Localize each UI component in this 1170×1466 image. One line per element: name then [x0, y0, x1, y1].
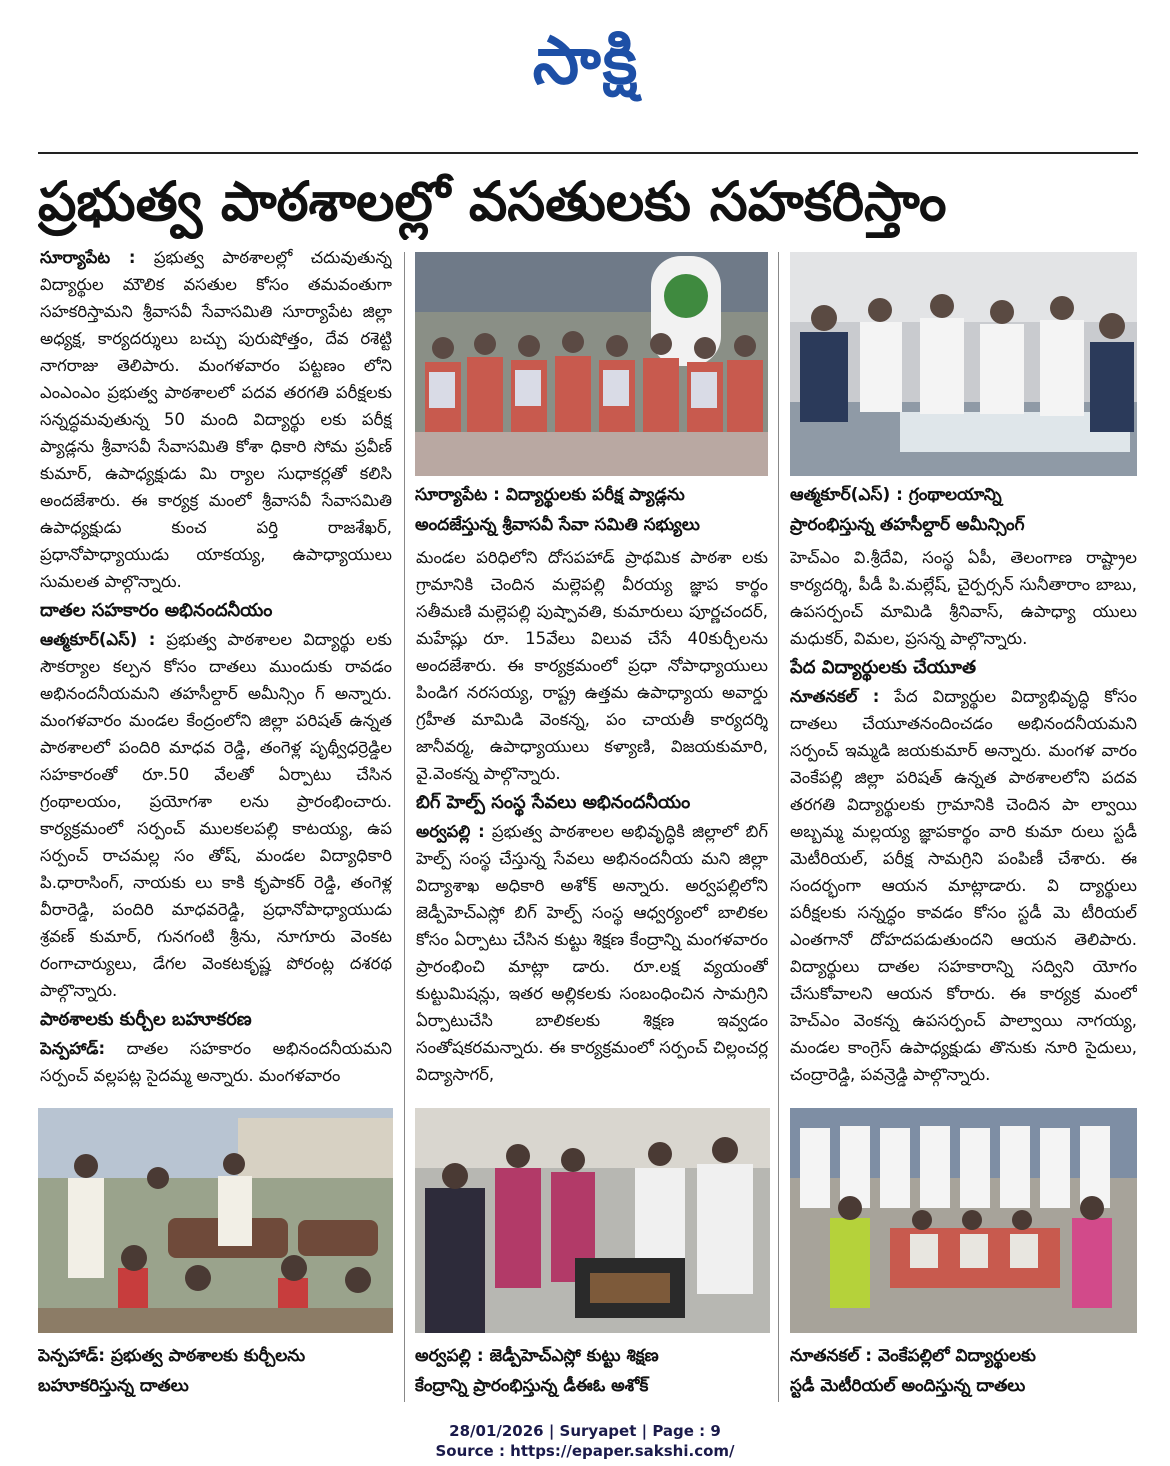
caption-line: అర్వపల్లి : జెడ్పీహెచ్ఎస్లో కుట్టు శిక్షణ — [415, 1346, 659, 1366]
dateline: ఆత్మకూర్(ఎస్) : — [40, 630, 156, 649]
dateline: పెన్పహాడ్: — [40, 1039, 106, 1058]
article-paragraph: హెచ్ఎం వి.శ్రీదేవి, సంస్థ ఏపీ, తెలంగాణ రాష్ట్రాల కార్యదర్శి, పీడీ పి.మల్లేష్, చైర్పర్సన్ సునీతారాం బాబు, ఉపసర్పంచ్ మామిడి శ్రీనివాస్, ఉపాధ్యా యులు మధుకర్, విమల, ప్రసన్న పాల్గొన్నారు. — [790, 548, 1137, 648]
page-headline: ప్రభుత్వ పాఠశాలల్లో వసతులకు సహకరిస్తాం — [38, 170, 947, 233]
footer-date-page: 28/01/2026 | Suryapet | Page : 9 — [449, 1422, 721, 1440]
photo-chairs-donation — [38, 1108, 393, 1333]
paragraph-text: ప్రభుత్వ పాఠశాలల అభివృద్ధికి జిల్లాలో బిగ్ హెల్ప్ సంస్థ చేస్తున్న సేవలు అభినందనీయ మని జిల్లా విద్యాశాఖ అధికారి అశోక్ అన్నారు. అర్వపల్లిలోని జెడ్పీహెచ్ఎస్లో బిగ్ హెల్ప్ సంస్థ ఆధ్వర్యంలో బాలికల కోసం ఏర్పాటు చేసిన కుట్టు శిక్షణ కేంద్రాన్ని మంగళవారం ప్రారంభించి మాట్లా డారు. రూ.లక్ష వ్యయంతో కుట్టుమిషన్లు, ఇతర అల్లికలకు సంబంధించిన సామగ్రిని ఏర్పాటుచేసి బాలికలకు శిక్షణ ఇవ్వడం సంతోషకరమన్నారు. ఈ కార్యక్రమంలో సర్పంచ్ చిల్లంచర్ల విద్యాసాగర్, — [416, 822, 768, 1084]
photo-caption-2 — [790, 480, 1140, 540]
article-paragraph — [40, 244, 392, 595]
subheading: దాతల సహకారం అభినందనీయం — [40, 600, 273, 621]
logo-text: సాక్షి — [532, 22, 640, 99]
caption-line: పెన్పహాడ్: ప్రభుత్వ పాఠశాలకు కుర్చీలను — [38, 1346, 306, 1366]
paragraph-text: ప్రభుత్వ పాఠశాలల విద్యార్థు లకు సౌకర్యాల కల్పన కోసం దాతలు ముందుకు రావడం అభినందనీయమని తహసీల్దార్ అమీన్సిం గ్ అన్నారు. మంగళవారం మండల కేంద్రంలోని జిల్లా పరిషత్ ఉన్నత పాఠశాలలో పందిరి మాధవ రెడ్డి, తంగెళ్ల పృథ్వీధర్రెడ్డిల సహకారంతో రూ.50 వేలతో ఏర్పాటు చేసిన గ్రంథాలయం, ప్రయోగశా లను ప్రారంభించారు. కార్యక్రమంలో సర్పంచ్ ములకలపల్లి కాటయ్య, ఉప సర్పంచ్ రాచమల్ల సం తోష్, మండల విద్యాధికారి పి.ధారాసింగ్, నాయకు లు కాకి కృపాకర్ రెడ్డి, తంగెళ్ల వీరారెడ్డి, పందిరి మాధవరెడ్డి, ప్రధానోపాధ్యాయుడు శ్రవణ్ కుమార్, గునగంటి శ్రీను, నూగూరు వెంకట రంగాచార్యులు, డేగల వెంకటకృష్ణ పోరంట్ల దశరథ పాల్గొన్నారు. — [40, 630, 392, 1000]
dateline: సూర్యాపేట : — [40, 248, 136, 267]
article-paragraph: మండల పరిధిలోని దోసపహాడ్ ప్రాథమిక పాఠశా లకు గ్రామానికి చెందిన మల్లెపల్లి వీరయ్య జ్ఞాప కార్థం సతీమణి మల్లెపల్లి పుష్పావతి, కుమారులు పూర్ణచందర్, మహేష్లు రూ. 15వేలు విలువ చేసే 40కుర్చీలను అందజేశారు. ఈ కార్యక్రమంలో ప్రధా నోపాధ్యాయులు పిండిగ నరసయ్య, రాష్ట్ర ఉత్తమ ఉపాధ్యాయ అవార్డు గ్రహీత మామిడి వెంకన్న, పం చాయతీ కార్యదర్శి జానీవర్మ, ఉపాధ్యాయులు కళ్యాణి, విజయకుమారి, వై.వెంకన్న పాల్గొన్నారు. — [416, 548, 768, 783]
caption-line: సూర్యాపేట : విద్యార్థులకు పరీక్ష ప్యాడ్లను — [415, 485, 685, 505]
caption-line: అందజేస్తున్న శ్రీవాసవీ సేవా సమితి సభ్యులు — [415, 515, 700, 535]
column-divider — [778, 252, 779, 1402]
caption-line: స్టడీ మెటీరియల్ అందిస్తున్న దాతలు — [790, 1376, 1026, 1396]
photo-students-exam-pads — [415, 252, 768, 476]
paragraph-text: పేద విద్యార్థుల విద్యాభివృద్ధి కోసం దాతలు చేయూతనందించడం అభినందనీయమని సర్పంచ్ ఇమ్మడి జయకుమార్ అన్నారు. మంగళ వారం వెంకేపల్లి జిల్లా పరిషత్ ఉన్నత పాఠశాలలోని పదవ తరగతి విద్యార్థులకు గ్రామానికి చెందిన పా ల్వాయి అబ్బమ్మ మల్లయ్య జ్ఞాపకార్థం వారి కుమా రులు స్టడీ మెటీరియల్, పరీక్ష సామగ్రిని పంపిణీ చేశారు. ఈ సందర్భంగా ఆయన మాట్లాడారు. వి ద్యార్థులు పరీక్షలకు సన్నద్ధం కావడం కోసం స్టడీ మె టీరియల్ ఎంతగానో దోహదపడుతుందని ఆయన తెలిపారు. విద్యార్థులు దాతల సహకారాన్ని సద్విని యోగం చేసుకోవాలని ఆయన కోరారు. ఈ కార్యక్ర మంలో హెచ్ఎం వెంకన్న ఉపసర్పంచ్ పాల్వాయి నాగయ్య, మండల కాంగ్రెస్ ఉపాధ్యక్షుడు తొనుకు నూరి సైదులు, చంద్రారెడ్డి, పవన్రెడ్డి పాల్గొన్నారు. — [790, 687, 1137, 1084]
adjacent-page-edge — [0, 130, 14, 1440]
article-column-1 — [40, 244, 392, 1094]
paragraph-text: దాతల సహకారం అభినందనీయమని సర్పంచ్ వల్లపట్ల సైదమ్మ అన్నారు. మంగళవారం — [40, 1039, 392, 1085]
article-column-3 — [790, 544, 1137, 1092]
column-divider — [404, 252, 405, 1402]
subheading: పాఠశాలకు కుర్చీల బహూకరణ — [40, 1009, 252, 1030]
article-paragraph — [790, 683, 1137, 1088]
caption-line: ప్రారంభిస్తున్న తహసీల్దార్ అమీన్సింగ్ — [790, 515, 1025, 535]
photo-tailoring-centre — [415, 1108, 770, 1333]
paragraph-text: ప్రభుత్వ పాఠశాలల్లో చదువుతున్న విద్యార్థుల మౌలిక వసతుల కోసం తమవంతుగా సహకరిస్తామని శ్రీవాసవీ సేవాసమితి సూర్యాపేట జిల్లా అధ్యక్ష, కార్యదర్శులు బచ్చు పురుషోత్తం, దేవ రశెట్టి నాగరాజు తెలిపారు. మంగళవారం పట్టణం లోని ఎంఎంఎం ప్రభుత్వ పాఠశాలలో పదవ తరగతి పరీక్షలకు సన్నద్ధమవుతున్న 50 మంది విద్యార్థు లకు పరీక్ష ప్యాడ్లను శ్రీవాసవీ సేవాసమితి కోశా ధికారి సోమ ప్రవీణ్ కుమార్, ఉపాధ్యక్షుడు మి ర్యాల సుధాకర్లతో కలిసి అందజేశారు. ఈ కార్యక్ర మంలో శ్రీవాసవీ సేవాసమితి ఉపాధ్యక్షుడు కుంచ పర్తి రాజశేఖర్, ప్రధానోపాధ్యాయుడు యాకయ్య, ఉపాధ్యాయులు సుమలత పాల్గొన్నారు. — [40, 248, 392, 591]
article-paragraph — [40, 626, 392, 1004]
caption-line: ఆత్మకూర్(ఎస్) : గ్రంథాలయాన్ని — [790, 485, 1002, 505]
article-column-2 — [416, 544, 768, 1092]
photo-caption-1 — [415, 480, 775, 540]
photo-library-inauguration — [790, 252, 1137, 476]
subheading: పేద విద్యార్థులకు చేయూత — [790, 657, 976, 678]
photo-caption-3 — [38, 1341, 398, 1401]
photo-caption-4 — [415, 1341, 775, 1401]
sakshi-logo — [486, 20, 686, 102]
subheading: బిగ్ హెల్ప్ సంస్థ సేవలు అభినందనీయం — [416, 792, 691, 813]
masthead-rule — [38, 152, 1138, 154]
article-paragraph — [416, 818, 768, 1088]
footer-source: Source : https://epaper.sakshi.com/ — [435, 1442, 735, 1460]
dateline: నూతనకల్ : — [790, 687, 880, 706]
photo-caption-5 — [790, 1341, 1150, 1401]
caption-line: బహూకరిస్తున్న దాతలు — [38, 1376, 189, 1396]
article-paragraph — [40, 1035, 392, 1089]
photo-study-material — [790, 1108, 1137, 1333]
caption-line: కేంద్రాన్ని ప్రారంభిస్తున్న డీఈఓ అశోక్ — [415, 1376, 649, 1396]
dateline: అర్వపల్లి : — [416, 822, 485, 841]
caption-line: నూతనకల్ : వెంకేపల్లిలో విద్యార్థులకు — [790, 1346, 1036, 1366]
